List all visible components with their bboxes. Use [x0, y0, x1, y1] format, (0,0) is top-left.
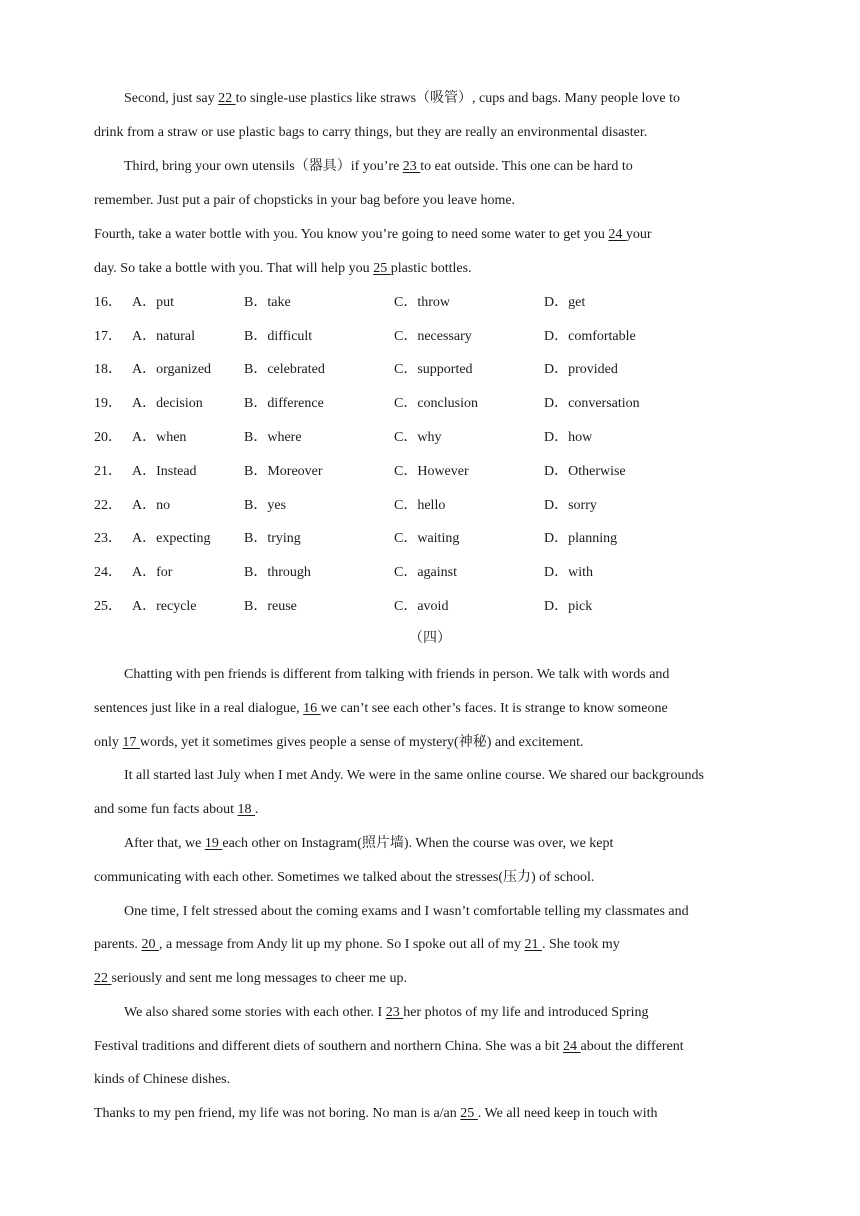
blank-18: 18 [237, 802, 255, 817]
passage4-line-5: and some fun facts about 18 . [94, 802, 259, 817]
question-22-options: 22． A．no B．yes C．hello D．sorry [94, 498, 597, 513]
question-21-options: 21． A．Instead B．Moreover C．However D．Otherwise [94, 464, 626, 479]
passage4-line-10: 22 seriously and sent me long messages to cheer me up. [94, 971, 407, 986]
blank-24b: 24 [563, 1039, 581, 1054]
blank-19: 19 [204, 836, 223, 851]
blank-20: 20 [141, 937, 159, 952]
passage4-line-3: only 17 words, yet it sometimes gives people a sense of mystery(神秘) and excitement. [94, 735, 584, 750]
passage4-line-8: One time, I felt stressed about the coming exams and I wasn’t comfortable telling my classmates and [124, 904, 689, 919]
blank-16: 16 [303, 701, 321, 716]
blank-23: 23 [402, 159, 421, 174]
passage3-line-3: Third, bring your own utensils（器具）if you’re 23 to eat outside. This one can be hard to [124, 159, 633, 174]
passage3-line-6: day. So take a bottle with you. That will help you 25 plastic bottles. [94, 261, 472, 276]
question-17-options: 17． A．natural B．difficult C．necessary D．comfortable [94, 329, 636, 344]
question-23-options: 23． A．expecting B．trying C．waiting D．planning [94, 531, 618, 546]
passage4-line-6: After that, we 19 each other on Instagram(照片墙). When the course was over, we kept [124, 836, 614, 851]
blank-25: 25 [373, 261, 391, 276]
passage4-line-1: Chatting with pen friends is different from talking with friends in person. We talk with words and [124, 667, 670, 682]
question-24-options: 24． A．for B．through C．against D．with [94, 565, 593, 580]
passage3-line-2: drink from a straw or use plastic bags to carry things, but they are really an environmental disaster. [94, 125, 648, 140]
section-heading: （四） [409, 631, 451, 646]
passage3-line-5: Fourth, take a water bottle with you. You know you’re going to need some water to get you 24 your [94, 227, 652, 242]
question-20-options: 20． A．when B．where C．why D．how [94, 430, 593, 445]
blank-21: 21 [524, 937, 542, 952]
blank-22b: 22 [94, 971, 112, 986]
question-25-options: 25． A．recycle B．reuse C．avoid D．pick [94, 599, 593, 614]
passage3-line-4: remember. Just put a pair of chopsticks in your bag before you leave home. [94, 193, 516, 208]
passage3-line-1: Second, just say 22 to single-use plastics like straws（吸管）, cups and bags. Many people love to [124, 91, 681, 106]
blank-24: 24 [608, 227, 626, 242]
blank-25b: 25 [460, 1106, 478, 1121]
blank-23b: 23 [385, 1005, 404, 1020]
passage4-line-14: Thanks to my pen friend, my life was not boring. No man is a/an 25 . We all need keep in touch with [94, 1106, 658, 1121]
question-18-options: 18． A．organized B．celebrated C．supported D．provided [94, 362, 618, 377]
passage4-line-2: sentences just like in a real dialogue, 16 we can’t see each other’s faces. It is strange to know someone [94, 701, 668, 716]
passage4-line-11: We also shared some stories with each other. I 23 her photos of my life and introduced Spring [124, 1005, 649, 1020]
question-19-options: 19． A．decision B．difference C．conclusion D．conversation [94, 396, 640, 411]
blank-22: 22 [218, 91, 236, 106]
passage4-line-12: Festival traditions and different diets of southern and northern China. She was a bit 24 about the different [94, 1039, 684, 1054]
passage4-line-4: It all started last July when I met Andy. We were in the same online course. We shared our backgrounds [124, 768, 704, 783]
blank-17: 17 [122, 735, 140, 750]
passage4-line-9: parents. 20 , a message from Andy lit up my phone. So I spoke out all of my 21 . She took my [94, 937, 620, 952]
question-16-options: 16． A．put B．take C．throw D．get [94, 295, 586, 310]
passage4-line-7: communicating with each other. Sometimes we talked about the stresses(压力) of school. [94, 870, 595, 885]
passage4-line-13: kinds of Chinese dishes. [94, 1072, 231, 1087]
